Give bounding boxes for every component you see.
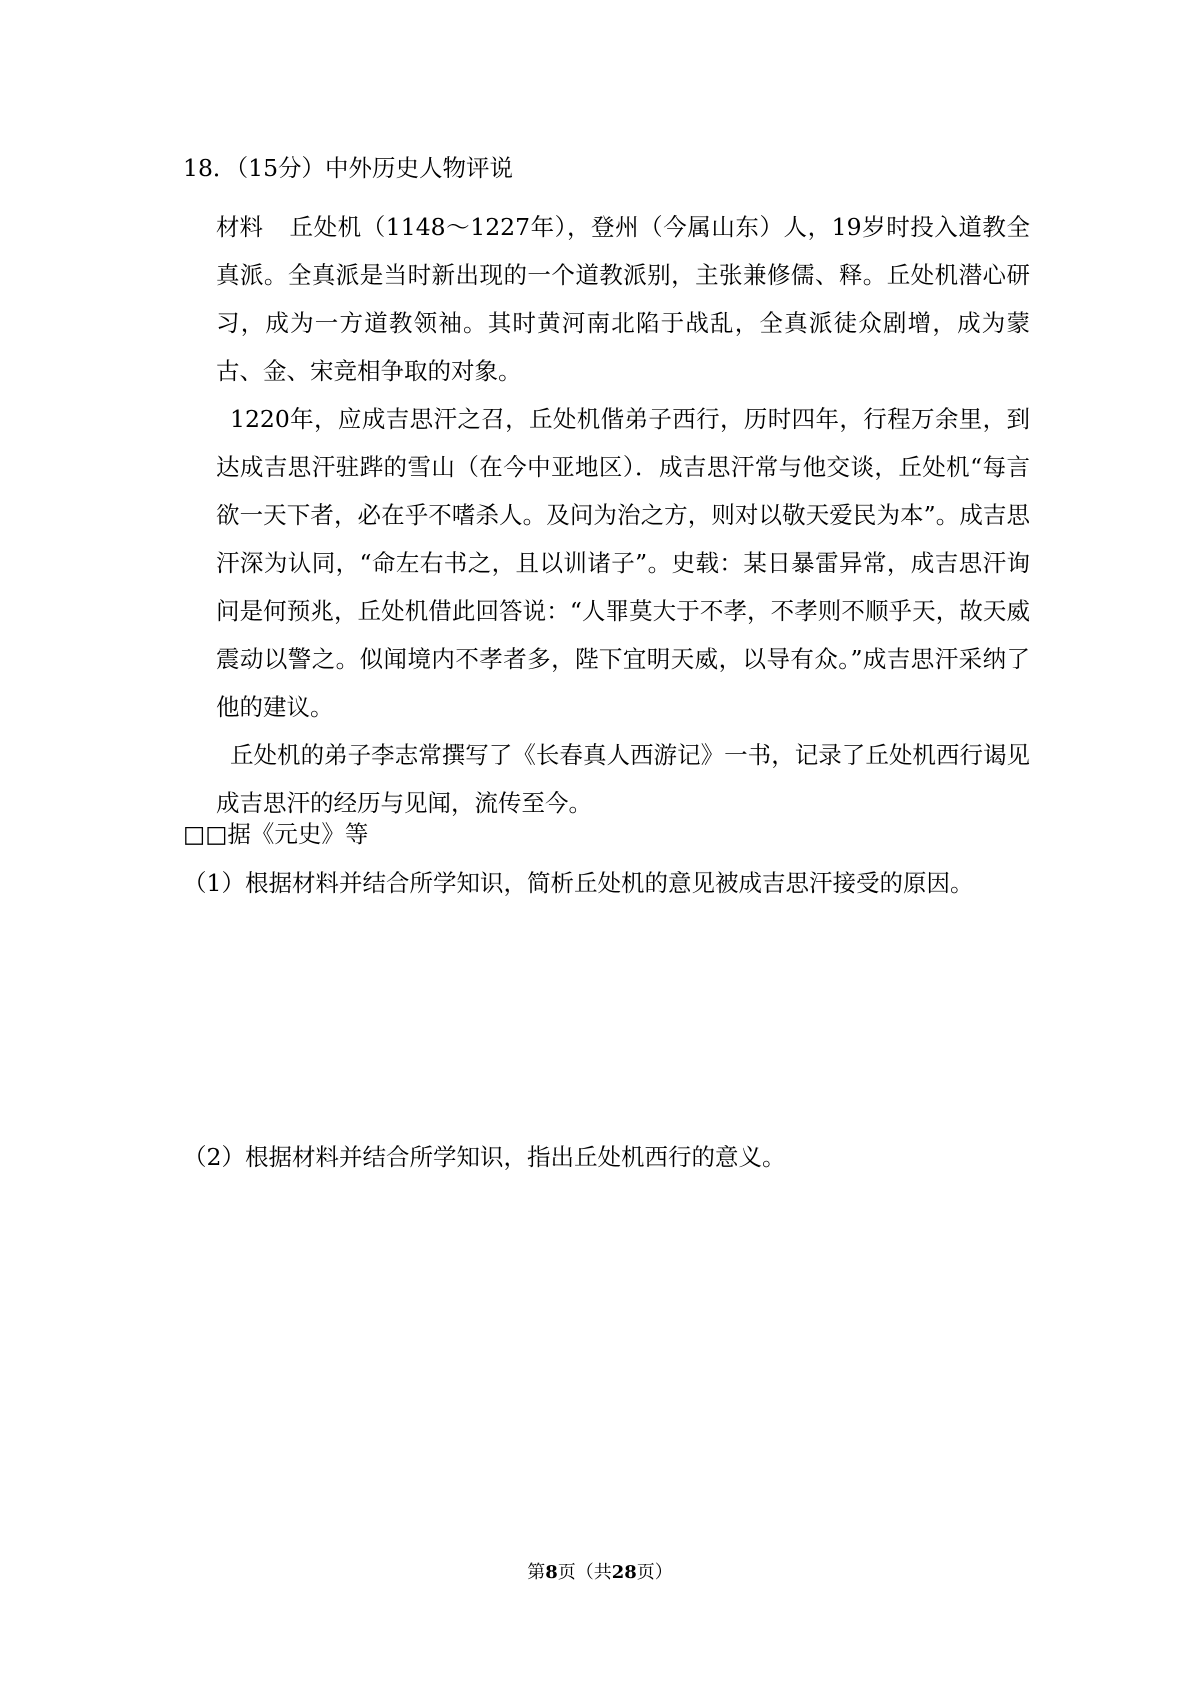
footer-prefix: 第 xyxy=(527,1562,546,1583)
footer-middle: 页（共 xyxy=(557,1562,612,1583)
material-paragraph-1 xyxy=(216,203,1030,395)
material-block xyxy=(216,203,1030,827)
footer-page-number: 8 xyxy=(545,1562,558,1583)
material-paragraph-2: 1220年，应成吉思汗之召，丘处机偕弟子西行，历时四年，行程万余里，到达成吉思汗驻跸的雪山（在今中亚地区）．成吉思汗常与他交谈，丘处机“每言欲一天下者，必在乎不嗜杀人。及问为治之方，则对以敬天爱民为本”。成吉思汗深为认同，“命左右书之，且以训诸子”。史载：某日暴雷异常，成吉思汗询问是何预兆，丘处机借此回答说：“人罪莫大于不孝，不孝则不顺乎天，故天威震动以警之。似闻境内不孝者多，陛下宜明天威，以导有众。”成吉思汗采纳了他的建议。 xyxy=(216,405,1030,721)
footer-suffix: 页） xyxy=(636,1562,673,1583)
question-header: 18．（15分）中外历史人物评说 xyxy=(183,154,514,182)
material-source: □□据《元史》等 xyxy=(183,820,369,848)
material-label: 材料 xyxy=(216,213,263,241)
material-paragraph-1-text: 丘处机（1148～1227年），登州（今属山东）人，19岁时投入道教全真派。全真派是当时新出现的一个道教派别，主张兼修儒、释。丘处机潜心研习，成为一方道教领袖。其时黄河南北陷于战乱，全真派徒众剧增，成为蒙古、金、宋竞相争取的对象。 xyxy=(216,213,1030,385)
page-footer xyxy=(0,1562,1200,1584)
footer-total-pages: 28 xyxy=(611,1562,637,1583)
sub-question-1: （1）根据材料并结合所学知识，简析丘处机的意见被成吉思汗接受的原因。 xyxy=(183,869,974,897)
material-paragraph-3: 丘处机的弟子李志常撰写了《长春真人西游记》一书，记录了丘处机西行谒见成吉思汗的经历与见闻，流传至今。 xyxy=(216,741,1030,817)
sub-question-2: （2）根据材料并结合所学知识，指出丘处机西行的意义。 xyxy=(183,1143,786,1171)
